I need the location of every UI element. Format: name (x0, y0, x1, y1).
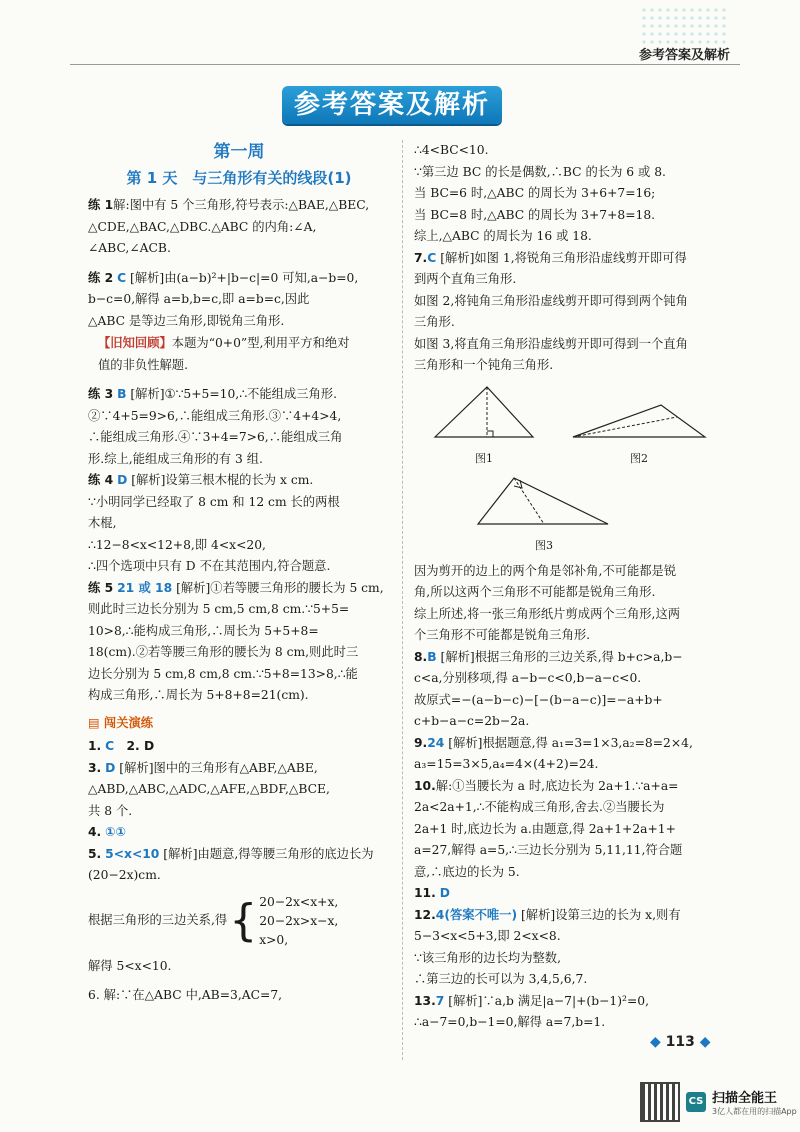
figure-explanation: 因为剪开的边上的两个角是邻补角,不可能都是锐 角,所以这两个三角形不可能都是锐角三角形. 综上所述,将一张三角形纸片剪成两个三角形,这两 个三角形不可能都是锐角三角形. (414, 563, 681, 642)
drill-item: 4. ①① (88, 825, 126, 839)
figure-1: 图1 (429, 383, 539, 470)
brand-name: 扫描全能王 (712, 1091, 778, 1106)
section-heading: ▤ 闯关演练 (88, 715, 154, 730)
solution-line: 解得 5<x<10. (88, 958, 172, 973)
page-title-banner: 参考答案及解析 (282, 86, 502, 124)
brace-icon: { (229, 895, 258, 946)
obtuse-triangle-figure (569, 401, 709, 441)
answer-item: 10.解:①当腰长为 a 时,底边长为 2a+1.∵a+a= 2a<2a+1,∴不能构成三角形,舍去.②当腰长为 2a+1 时,底边长为 a.由题意,得 2a+1+2a+1+ a=27,解得 a=5,∴三边长分别为 5,11,11,符合题 意,∴底边的长为 5. (414, 778, 683, 879)
answer-item: 练 5 21 或 18 [解析]①若等腰三角形的腰长为 5 cm, 则此时三边长分别为 5 cm,5 cm,8 cm.∵5+5= 10>8,∴能构成三角形,∴周长为 5+5+8= 18(cm).②若等腰三角形的腰长为 8 cm,则此时三 边长分别为 5 cm,8 cm,8 cm.∵5+8=13>8,∴能 构成三角形,∴周长为 5+8+8=21(cm). (88, 580, 384, 702)
right-triangle-figure (474, 474, 614, 528)
right-column (414, 140, 724, 1034)
flag-icon: ▤ (88, 715, 104, 730)
answer-item: 练 2 C [解析]由(a−b)²+|b−c|=0 可知,a−b=0, b−c=0,解得 a=b,b=c,即 a=b=c,因此 △ABC 是等边三角形,即锐角三角形. (88, 270, 359, 328)
left-column (88, 140, 390, 1007)
answer-item: 练 1解:图中有 5 个三角形,符号表示:△BAE,△BEC, △CDE,△BAC,△DBC.△ABC 的内角:∠A, ∠ABC,∠ACB. (88, 198, 370, 255)
answer-item: 11. D (414, 886, 450, 900)
qr-code-icon (640, 1082, 680, 1122)
tip-note: 【旧知回顾】本题为“0+0”型,利用平方和绝对 值的非负性解题. (98, 335, 350, 372)
answer-item: 7.C [解析]如图 1,将锐角三角形沿虚线剪开即可得 到两个直角三角形. 如图 2,将钝角三角形沿虚线剪开即可得到两个钝角 三角形. 如图 3,将直角三角形沿虚线剪开即可得到一个直角 三角形和一个钝角三角形. (414, 250, 688, 372)
answer-item: 练 4 D [解析]设第三根木棍的长为 x cm. ∵小明同学已经取了 8 cm 和 12 cm 长的两根 木棍, ∴12−8<x<12+8,即 4<x<20, ∴四个选项中只有 D 不在其范围内,符合题意. (88, 473, 340, 573)
figure-2: 图2 (569, 401, 709, 470)
answer-item: 9.24 [解析]根据题意,得 a₁=3=1×3,a₂=8=2×4, a₃=15=3×5,a₄=4×(4+2)=24. (414, 735, 693, 771)
header-rule (70, 64, 740, 65)
running-header: 参考答案及解析 (638, 48, 730, 63)
drill-item: 3. D [解析]图中的三角形有△ABF,△ABE, △ABD,△ABC,△ADC,△AFE,△BDF,△BCE, 共 8 个. (88, 760, 330, 818)
decorative-dots (640, 6, 730, 46)
column-divider (402, 140, 403, 1060)
answer-item: 13.7 [解析]∵a,b 满足|a−7|+(b−1)²=0, ∴a−7=0,b−1=0,解得 a=7,b=1. (414, 993, 649, 1029)
continued-text: ∴4<BC<10. ∵第三边 BC 的长是偶数,∴BC 的长为 6 或 8. 当 BC=6 时,△ABC 的周长为 3+6+7=16; 当 BC=8 时,△ABC 的周长为 3+7+8=18. 综上,△ABC 的周长为 16 或 18. (414, 143, 666, 243)
page-number: ◆ 113 ◆ (650, 1034, 711, 1050)
drill-item: 1. C 2. D (88, 739, 155, 753)
camscanner-logo: CS (686, 1092, 706, 1112)
scanner-watermark (640, 1082, 797, 1122)
week-heading: 第一周 (213, 142, 265, 162)
figure-row (414, 383, 724, 470)
figure-3: 图3 (474, 474, 614, 557)
inequality-system: 根据三角形的三边关系,得 { 20−2x<x+x, 20−2x>x−x, x>0, (88, 894, 339, 947)
brand-tagline: 3亿人都在用的扫描App (712, 1107, 797, 1116)
answer-item: 12.4(答案不唯一) [解析]设第三边的长为 x,则有 5−3<x<5+3,即 2<x<8. ∵该三角形的边长均为整数, ∴第三边的长可以为 3,4,5,6,7. (414, 907, 681, 986)
answer-item: 8.B [解析]根据三角形的三边关系,得 b+c>a,b− c<a,分别移项,得 a−b−c<0,b−a−c<0. 故原式=−(a−b−c)−[−(b−a−c)]=−a+b+ c+b−a−c=2b−2a. (414, 649, 683, 728)
acute-triangle-figure (429, 383, 539, 441)
drill-item: 5. 5<x<10 [解析]由题意,得等腰三角形的底边长为 (20−2x)cm. (88, 846, 374, 882)
day-heading: 第 1 天 与三角形有关的线段(1) (126, 168, 352, 187)
answer-item: 练 3 B [解析]①∵5+5=10,∴不能组成三角形. ②∵4+5=9>6,∴能组成三角形.③∵4+4>4, ∴能组成三角形.④∵3+4=7>6,∴能组成三角 形.综上,能组成三角形的有 3 组. (88, 387, 343, 466)
answer-item: 6. 解:∵在△ABC 中,AB=3,AC=7, (88, 988, 283, 1002)
